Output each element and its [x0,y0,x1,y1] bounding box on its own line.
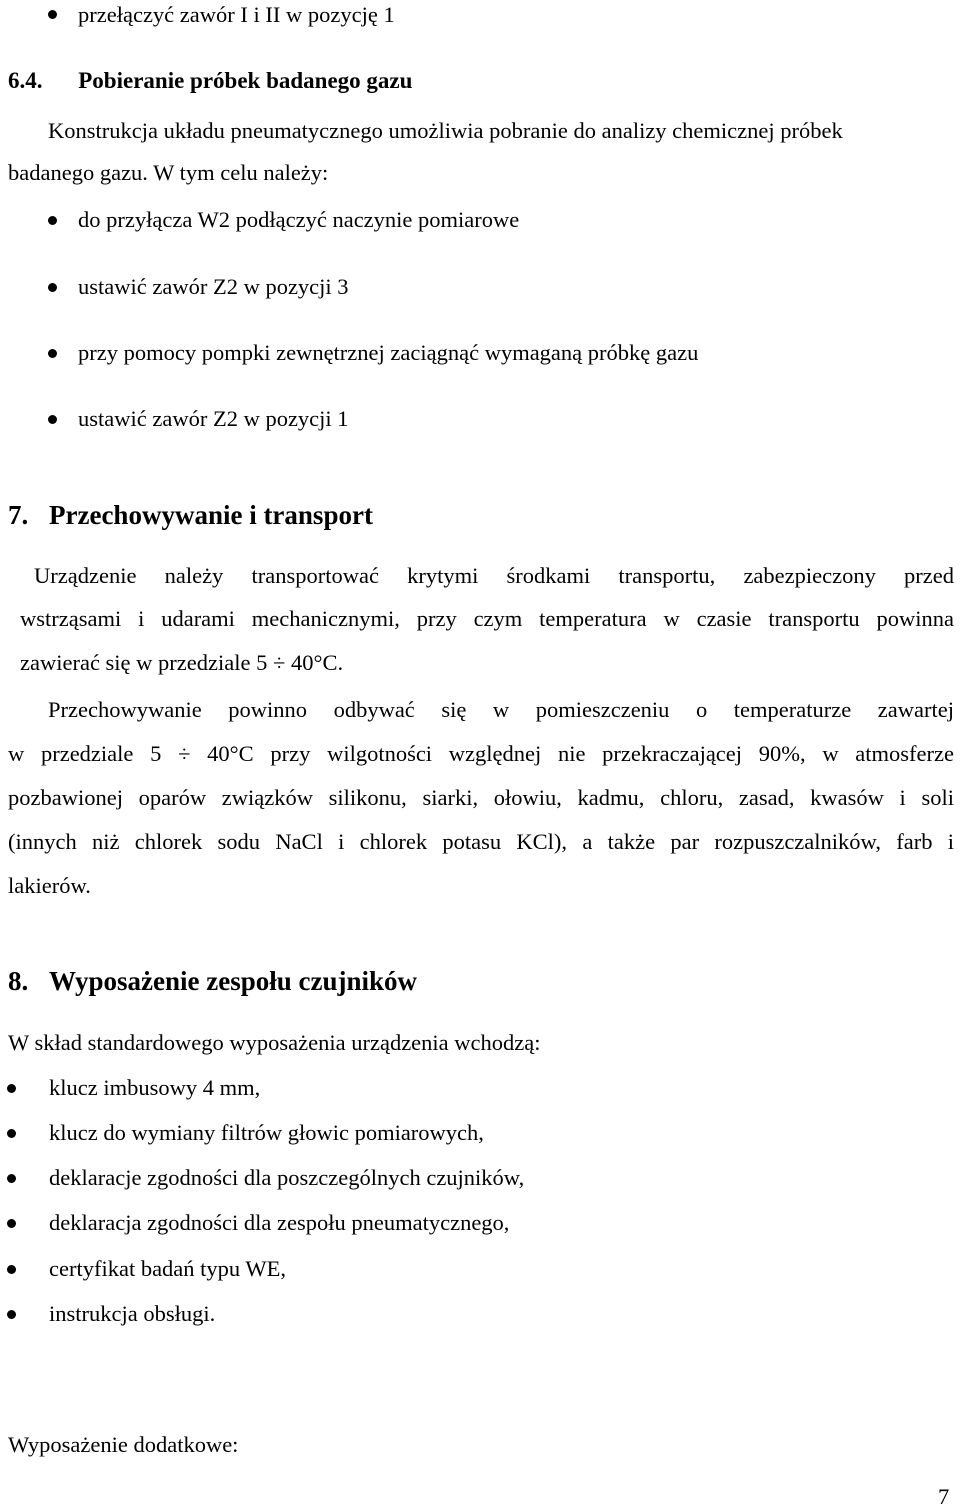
section-title: Pobieranie próbek badanego gazu [78,68,413,93]
list-item: ustawić zawór Z2 w pozycji 3 [78,274,349,299]
list-item: klucz imbusowy 4 mm, [49,1075,261,1100]
paragraph-line: w przedziale 5 ÷ 40°C przy wilgotności względnej nie przekraczającej 90%, w atmosferze [8,741,954,766]
paragraph-line: lakierów. [8,873,91,898]
bullet-marker [48,283,57,292]
section-number: 7. [8,500,29,530]
bullet-marker [7,1129,16,1138]
bullet-marker [7,1219,16,1228]
section-heading [8,964,417,998]
page-number: 7 [938,1484,950,1509]
paragraph-line: (innych niż chlorek sodu NaCl i chlorek potasu KCl), a także par rozpuszczalników, farb i [8,829,954,854]
paragraph-line: wstrząsami i udarami mechanicznymi, przy czym temperatura w czasie transportu powinna [20,606,954,631]
paragraph-line: zawierać się w przedziale 5 ÷ 40°C. [20,650,344,675]
section-title: Wyposażenie zespołu czujników [49,966,418,996]
bullet-marker [7,1174,16,1183]
bullet-marker [48,349,57,358]
bullet-marker [48,415,57,424]
list-item: deklaracja zgodności dla zespołu pneumatycznego, [49,1210,510,1235]
list-item: certyfikat badań typu WE, [49,1256,286,1281]
section-heading [8,66,412,96]
paragraph-line: pozbawionej oparów związków silikonu, siarki, ołowiu, kadmu, chloru, zasad, kwasów i soli [8,785,954,810]
paragraph-line: Konstrukcja układu pneumatycznego umożliwia pobranie do analizy chemicznej próbek [48,118,843,143]
bullet-marker [48,10,57,19]
paragraph-line: W skład standardowego wyposażenia urządzenia wchodzą: [8,1030,541,1055]
paragraph-line: badanego gazu. W tym celu należy: [8,160,329,185]
list-item: do przyłącza W2 podłączyć naczynie pomiarowe [78,207,520,232]
section-number: 8. [8,966,29,996]
additional-equipment-label: Wyposażenie dodatkowe: [8,1432,239,1457]
list-item: instrukcja obsługi. [49,1301,216,1326]
list-item: przy pomocy pompki zewnętrznej zaciągnąć wymaganą próbkę gazu [78,340,699,365]
list-item: przełączyć zawór I i II w pozycję 1 [78,2,395,27]
list-item: ustawić zawór Z2 w pozycji 1 [78,406,349,431]
list-item: deklaracje zgodności dla poszczególnych czujników, [49,1165,525,1190]
paragraph-line: Przechowywanie powinno odbywać się w pomieszczeniu o temperaturze zawartej [48,697,954,722]
section-number: 6.4. [8,68,43,93]
list-item: klucz do wymiany filtrów głowic pomiarowych, [49,1120,484,1145]
paragraph-line: Urządzenie należy transportować krytymi środkami transportu, zabezpieczony przed [34,563,954,588]
bullet-marker [48,216,57,225]
section-title: Przechowywanie i transport [49,500,373,530]
section-heading [8,498,373,532]
bullet-marker [7,1310,16,1319]
bullet-marker [7,1084,16,1093]
bullet-marker [7,1265,16,1274]
